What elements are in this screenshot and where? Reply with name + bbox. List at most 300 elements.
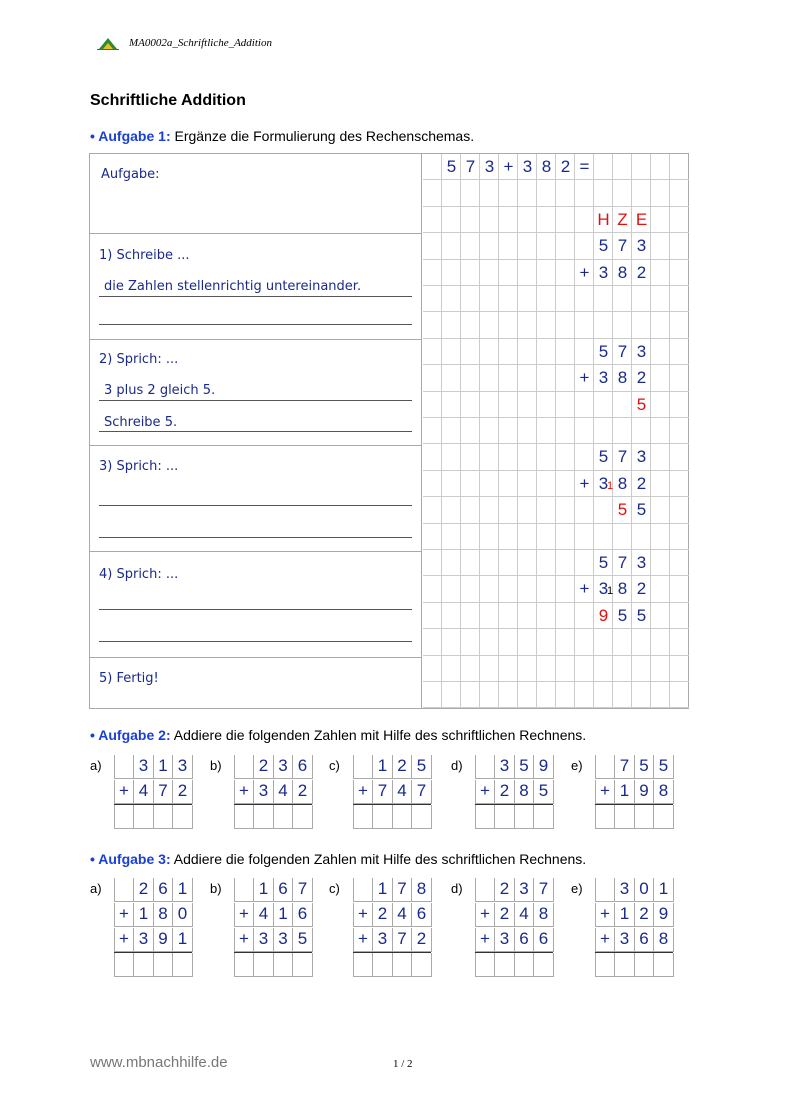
grid-cell bbox=[575, 312, 594, 338]
answer-cell[interactable] bbox=[254, 953, 274, 977]
grid-cell bbox=[556, 497, 575, 523]
exercise-digit: + bbox=[239, 904, 249, 923]
answer-cell bbox=[595, 755, 615, 779]
grid-cell bbox=[499, 180, 518, 206]
answer-cell[interactable] bbox=[595, 953, 615, 977]
exercise-digit: 2 bbox=[499, 904, 510, 923]
step1-title: 1) Schreibe ... bbox=[99, 248, 190, 263]
grid-cell bbox=[499, 392, 518, 418]
exercise-digit: 1 bbox=[177, 929, 188, 948]
grid-cell bbox=[632, 656, 651, 682]
grid-cell bbox=[651, 339, 670, 365]
grid-cell bbox=[613, 682, 632, 708]
grid-cell bbox=[670, 656, 689, 682]
answer-cell[interactable] bbox=[595, 805, 615, 829]
grid-cell bbox=[651, 444, 670, 470]
grid-cell bbox=[499, 365, 518, 391]
grid-cell bbox=[556, 365, 575, 391]
exercise-digit: 7 bbox=[377, 781, 388, 800]
answer-cell[interactable] bbox=[293, 953, 313, 977]
answer-cell[interactable] bbox=[353, 953, 373, 977]
grid-cell bbox=[613, 312, 632, 338]
grid-cell bbox=[651, 682, 670, 708]
exercise-digit: 0 bbox=[639, 879, 649, 898]
answer-cell[interactable] bbox=[153, 953, 173, 977]
place-value-label: H bbox=[597, 209, 610, 229]
grid-cell bbox=[499, 233, 518, 259]
answer-cell[interactable] bbox=[514, 805, 534, 829]
exercise-digit: + bbox=[480, 929, 490, 948]
grid-cell bbox=[651, 576, 670, 602]
exercise-digit: 6 bbox=[158, 879, 168, 898]
answer-cell[interactable] bbox=[173, 805, 193, 829]
grid-cell bbox=[651, 418, 670, 444]
grid-cell bbox=[670, 312, 689, 338]
grid-cell bbox=[613, 286, 632, 312]
write-line bbox=[99, 400, 412, 401]
grid-cell bbox=[518, 576, 537, 602]
exercise-digit: 3 bbox=[619, 879, 630, 898]
exercise-digit: 4 bbox=[519, 904, 529, 923]
answer-cell bbox=[475, 755, 495, 779]
grid-cell bbox=[499, 576, 518, 602]
task2-text: Addiere die folgenden Zahlen mit Hilfe des schriftlichen Rechnens. bbox=[170, 727, 587, 743]
grid-cell bbox=[518, 365, 537, 391]
equation-digit: 5 bbox=[446, 157, 457, 176]
row-aufgabe bbox=[90, 154, 422, 234]
grid-cell bbox=[632, 180, 651, 206]
grid-cell bbox=[556, 418, 575, 444]
exercise-letter: c) bbox=[329, 881, 340, 896]
exercise-digit: 8 bbox=[538, 904, 549, 923]
grid-cell bbox=[442, 444, 461, 470]
grid-cell bbox=[632, 286, 651, 312]
answer-cell[interactable] bbox=[273, 805, 293, 829]
write-line bbox=[99, 505, 412, 506]
result-digit: 5 bbox=[636, 394, 647, 414]
page-number: 1 / 2 bbox=[393, 1058, 413, 1070]
exercise-digit: 2 bbox=[499, 879, 510, 898]
answer-cell[interactable] bbox=[615, 805, 635, 829]
grid-cell bbox=[632, 524, 651, 550]
grid-cell bbox=[461, 418, 480, 444]
exercise-digit: 6 bbox=[416, 904, 427, 923]
exercise-digit: 3 bbox=[619, 929, 630, 948]
summand-digit: 3 bbox=[598, 262, 609, 282]
grid-cell bbox=[670, 629, 689, 655]
summand-digit: 3 bbox=[598, 368, 609, 388]
answer-cell[interactable] bbox=[373, 805, 393, 829]
sum-line bbox=[353, 804, 431, 805]
grid-cell bbox=[670, 524, 689, 550]
summand-digit: 2 bbox=[636, 368, 647, 388]
grid-cell bbox=[423, 233, 442, 259]
grid-cell bbox=[556, 312, 575, 338]
exercise-digit: 1 bbox=[158, 756, 168, 775]
answer-cell[interactable] bbox=[654, 805, 674, 829]
grid-cell bbox=[575, 550, 594, 576]
exercise-letter: b) bbox=[210, 758, 222, 773]
footer-url[interactable]: www.mbnachhilfe.de bbox=[90, 1054, 228, 1071]
grid-cell bbox=[423, 154, 442, 180]
grid-cell bbox=[442, 207, 461, 233]
grid-cell bbox=[461, 471, 480, 497]
grid-cell bbox=[423, 207, 442, 233]
grid-cell bbox=[651, 629, 670, 655]
summand-digit: 3 bbox=[636, 341, 647, 361]
grid-cell bbox=[442, 497, 461, 523]
exercise-digit: 9 bbox=[639, 781, 649, 800]
grid-cell bbox=[670, 550, 689, 576]
grid-cell bbox=[556, 524, 575, 550]
grid-cell bbox=[480, 603, 499, 629]
answer-cell[interactable] bbox=[634, 805, 654, 829]
answer-cell[interactable] bbox=[615, 953, 635, 977]
equation-digit: 8 bbox=[541, 157, 552, 176]
exercise-digit: 0 bbox=[177, 904, 188, 923]
answer-cell[interactable] bbox=[134, 805, 154, 829]
summand-digit: 7 bbox=[617, 236, 628, 256]
exercise-digit: 7 bbox=[619, 756, 630, 775]
exercise-digit: 8 bbox=[658, 781, 669, 800]
grid-cell bbox=[613, 629, 632, 655]
answer-cell[interactable] bbox=[353, 805, 373, 829]
grid-cell bbox=[632, 629, 651, 655]
answer-cell[interactable] bbox=[273, 953, 293, 977]
answer-cell[interactable] bbox=[514, 953, 534, 977]
sum-line bbox=[114, 952, 192, 953]
answer-cell[interactable] bbox=[654, 953, 674, 977]
write-line bbox=[99, 537, 412, 538]
step5-title: 5) Fertig! bbox=[99, 671, 159, 686]
grid-cell bbox=[556, 392, 575, 418]
grid-cell bbox=[670, 154, 689, 180]
answer-cell[interactable] bbox=[234, 805, 254, 829]
grid-cell bbox=[537, 497, 556, 523]
grid-cell bbox=[423, 524, 442, 550]
grid-cell bbox=[594, 392, 613, 418]
grid-cell bbox=[442, 392, 461, 418]
grid-cell bbox=[670, 576, 689, 602]
grid-cell bbox=[423, 312, 442, 338]
write-line bbox=[99, 431, 412, 432]
exercise-digit: + bbox=[480, 904, 490, 923]
answer-cell[interactable] bbox=[475, 805, 495, 829]
grid-cell bbox=[461, 392, 480, 418]
exercise-digit: 7 bbox=[158, 781, 168, 800]
grid-cell bbox=[537, 207, 556, 233]
sum-line bbox=[475, 804, 553, 805]
exercise-digit: + bbox=[239, 781, 249, 800]
grid-cell bbox=[651, 312, 670, 338]
exercise-digit: 1 bbox=[619, 904, 630, 923]
summand-digit: 8 bbox=[617, 368, 628, 388]
exercise-digit: 2 bbox=[499, 781, 510, 800]
exercise-digit: 8 bbox=[658, 929, 669, 948]
grid-cell bbox=[594, 180, 613, 206]
grid-cell bbox=[651, 365, 670, 391]
summand-digit: 2 bbox=[636, 579, 647, 599]
place-value-label: E bbox=[635, 209, 648, 229]
row-step1 bbox=[90, 234, 422, 340]
grid-cell bbox=[575, 444, 594, 470]
plus-sign: + bbox=[579, 579, 590, 599]
grid-cell bbox=[613, 418, 632, 444]
answer-cell bbox=[595, 878, 615, 902]
grid-cell bbox=[461, 260, 480, 286]
grid-cell bbox=[442, 312, 461, 338]
grid-cell bbox=[556, 207, 575, 233]
grid-cell bbox=[518, 629, 537, 655]
grid-cell bbox=[670, 392, 689, 418]
grid-cell bbox=[670, 233, 689, 259]
grid-cell bbox=[423, 260, 442, 286]
plus-sign: + bbox=[579, 262, 590, 282]
step2-answer1: 3 plus 2 gleich 5. bbox=[104, 383, 216, 398]
answer-cell[interactable] bbox=[412, 805, 432, 829]
answer-cell[interactable] bbox=[293, 805, 313, 829]
summand-digit: 3 bbox=[636, 447, 647, 467]
exercise-letter: d) bbox=[451, 758, 463, 773]
grid-cell bbox=[670, 260, 689, 286]
grid-cell bbox=[461, 286, 480, 312]
exercise-digit: 4 bbox=[258, 904, 269, 923]
answer-cell[interactable] bbox=[412, 953, 432, 977]
answer-cell[interactable] bbox=[114, 953, 134, 977]
grid-cell bbox=[499, 471, 518, 497]
grid-cell bbox=[423, 550, 442, 576]
grid-cell bbox=[632, 154, 651, 180]
step1-answer: die Zahlen stellenrichtig untereinander. bbox=[104, 279, 362, 294]
grid-cell bbox=[651, 180, 670, 206]
grid-cell bbox=[613, 154, 632, 180]
answer-cell[interactable] bbox=[134, 953, 154, 977]
grid-cell bbox=[575, 603, 594, 629]
equation-digit: + bbox=[503, 157, 514, 176]
exercise-digit: 7 bbox=[538, 879, 549, 898]
summand-digit: 5 bbox=[598, 341, 609, 361]
grid-cell bbox=[442, 629, 461, 655]
exercise-digit: 1 bbox=[619, 781, 630, 800]
exercise-digit: 5 bbox=[519, 756, 529, 775]
grid-cell bbox=[518, 207, 537, 233]
grid-cell bbox=[556, 656, 575, 682]
grid-cell bbox=[499, 418, 518, 444]
grid-cell bbox=[537, 233, 556, 259]
answer-cell[interactable] bbox=[475, 953, 495, 977]
grid-cell bbox=[556, 629, 575, 655]
grid-cell bbox=[670, 286, 689, 312]
task3-heading bbox=[90, 851, 586, 867]
task2-label: • Aufgabe 2: bbox=[90, 727, 171, 743]
grid-cell bbox=[480, 365, 499, 391]
exercise-digit: + bbox=[358, 929, 368, 948]
grid-cell bbox=[556, 444, 575, 470]
grid-cell bbox=[537, 418, 556, 444]
grid-cell bbox=[499, 339, 518, 365]
grid-cell bbox=[632, 312, 651, 338]
exercise-digit: 6 bbox=[297, 756, 308, 775]
grid-cell bbox=[575, 180, 594, 206]
grid-cell bbox=[442, 260, 461, 286]
grid-cell bbox=[499, 207, 518, 233]
exercise-digit: 3 bbox=[138, 929, 149, 948]
grid-cell bbox=[442, 418, 461, 444]
grid-cell bbox=[423, 576, 442, 602]
answer-cell[interactable] bbox=[495, 805, 515, 829]
exercise-letter: e) bbox=[571, 881, 583, 896]
answer-cell[interactable] bbox=[254, 805, 274, 829]
exercise-digit: + bbox=[119, 904, 129, 923]
exercise-digit: 4 bbox=[278, 781, 288, 800]
grid-cell bbox=[480, 682, 499, 708]
exercise-digit: + bbox=[119, 781, 129, 800]
step2-answer2: Schreibe 5. bbox=[104, 415, 178, 430]
grid-cell bbox=[518, 656, 537, 682]
grid-cell bbox=[499, 656, 518, 682]
summand-digit: 5 bbox=[598, 236, 609, 256]
grid-cell bbox=[423, 603, 442, 629]
exercise-letter: a) bbox=[90, 758, 102, 773]
exercise-digit: 6 bbox=[519, 929, 529, 948]
exercise-digit: 6 bbox=[278, 879, 288, 898]
result-digit: 5 bbox=[617, 605, 628, 625]
instructions-column bbox=[90, 154, 422, 708]
exercise-digit: 3 bbox=[278, 929, 288, 948]
sum-line bbox=[114, 804, 192, 805]
answer-cell[interactable] bbox=[392, 953, 412, 977]
exercise-digit: 6 bbox=[538, 929, 549, 948]
grid-cell bbox=[518, 497, 537, 523]
grid-cell bbox=[480, 471, 499, 497]
exercise-digit: 2 bbox=[639, 904, 649, 923]
exercise-digit: + bbox=[239, 929, 249, 948]
grid-cell bbox=[423, 497, 442, 523]
grid-cell bbox=[670, 180, 689, 206]
exercise-digit: 1 bbox=[377, 879, 388, 898]
grid-cell bbox=[442, 576, 461, 602]
grid-cell bbox=[518, 286, 537, 312]
answer-cell[interactable] bbox=[392, 805, 412, 829]
grid-cell bbox=[480, 656, 499, 682]
summand-digit: 8 bbox=[617, 473, 628, 493]
summand-digit: 7 bbox=[617, 553, 628, 572]
grid-cell bbox=[537, 392, 556, 418]
grid-cell bbox=[651, 550, 670, 576]
grid-cell bbox=[423, 392, 442, 418]
grid-cell bbox=[499, 312, 518, 338]
step4-title: 4) Sprich: ... bbox=[99, 567, 179, 582]
answer-cell[interactable] bbox=[373, 953, 393, 977]
exercise-digit: 2 bbox=[416, 929, 427, 948]
exercise-digit: 3 bbox=[258, 929, 269, 948]
exercise-digit: + bbox=[358, 781, 368, 800]
answer-cell[interactable] bbox=[153, 805, 173, 829]
exercise-digit: 3 bbox=[499, 756, 510, 775]
grid-cell bbox=[480, 233, 499, 259]
grid-cell bbox=[499, 444, 518, 470]
grid-cell bbox=[442, 286, 461, 312]
carry-digit: 1 bbox=[607, 479, 614, 492]
grid-cell bbox=[461, 682, 480, 708]
answer-cell[interactable] bbox=[634, 953, 654, 977]
summand-digit: 8 bbox=[617, 262, 628, 282]
grid-cell bbox=[442, 233, 461, 259]
answer-cell bbox=[234, 878, 254, 902]
equation-digit: 3 bbox=[484, 157, 495, 176]
grid-cell bbox=[575, 656, 594, 682]
answer-cell[interactable] bbox=[534, 805, 554, 829]
answer-cell bbox=[475, 878, 495, 902]
grid-cell bbox=[537, 682, 556, 708]
grid-cell bbox=[575, 339, 594, 365]
grid-cell bbox=[537, 286, 556, 312]
grid-cell bbox=[670, 207, 689, 233]
exercise-digit: + bbox=[600, 904, 610, 923]
sum-line bbox=[234, 804, 312, 805]
grid-cell bbox=[651, 603, 670, 629]
carry-digit: 1 bbox=[607, 585, 614, 598]
grid-cell bbox=[442, 471, 461, 497]
grid-cell bbox=[537, 339, 556, 365]
grid-cell bbox=[461, 576, 480, 602]
grid-cell bbox=[499, 260, 518, 286]
grid-cell bbox=[423, 339, 442, 365]
task1-heading bbox=[90, 128, 474, 144]
grid-cell bbox=[594, 682, 613, 708]
grid-cell bbox=[480, 207, 499, 233]
grid-cell bbox=[651, 497, 670, 523]
grid-cell bbox=[480, 286, 499, 312]
answer-cell[interactable] bbox=[114, 805, 134, 829]
result-digit: 5 bbox=[617, 500, 628, 520]
summand-digit: 3 bbox=[598, 579, 609, 599]
grid-cell bbox=[613, 180, 632, 206]
write-line bbox=[99, 324, 412, 325]
exercise-digit: 2 bbox=[258, 756, 269, 775]
grid-cell bbox=[442, 180, 461, 206]
summand-digit: 5 bbox=[598, 553, 609, 572]
summand-digit: 7 bbox=[617, 447, 628, 467]
grid-cell bbox=[537, 629, 556, 655]
answer-cell[interactable] bbox=[173, 953, 193, 977]
grid-cell bbox=[461, 180, 480, 206]
grid-cell bbox=[556, 339, 575, 365]
answer-cell[interactable] bbox=[495, 953, 515, 977]
grid-cell bbox=[442, 682, 461, 708]
grid-cell bbox=[651, 233, 670, 259]
grid-cell bbox=[556, 233, 575, 259]
step3-title: 3) Sprich: ... bbox=[99, 459, 179, 474]
answer-cell[interactable] bbox=[534, 953, 554, 977]
exercise-digit: 4 bbox=[138, 781, 149, 800]
grid-cell bbox=[480, 524, 499, 550]
grid-cell bbox=[518, 682, 537, 708]
exercise-digit: 5 bbox=[538, 781, 549, 800]
answer-cell[interactable] bbox=[234, 953, 254, 977]
step2-title: 2) Sprich: ... bbox=[99, 352, 179, 367]
grid-cell bbox=[575, 207, 594, 233]
write-line bbox=[99, 609, 412, 610]
summand-digit: 5 bbox=[598, 447, 609, 467]
exercise-digit: 6 bbox=[297, 904, 308, 923]
grid-cell bbox=[461, 524, 480, 550]
result-digit: 5 bbox=[636, 500, 647, 520]
exercise-digit: 5 bbox=[639, 756, 649, 775]
exercise-letter: a) bbox=[90, 881, 102, 896]
document-header bbox=[97, 34, 272, 52]
exercise-digit: 7 bbox=[397, 929, 407, 948]
